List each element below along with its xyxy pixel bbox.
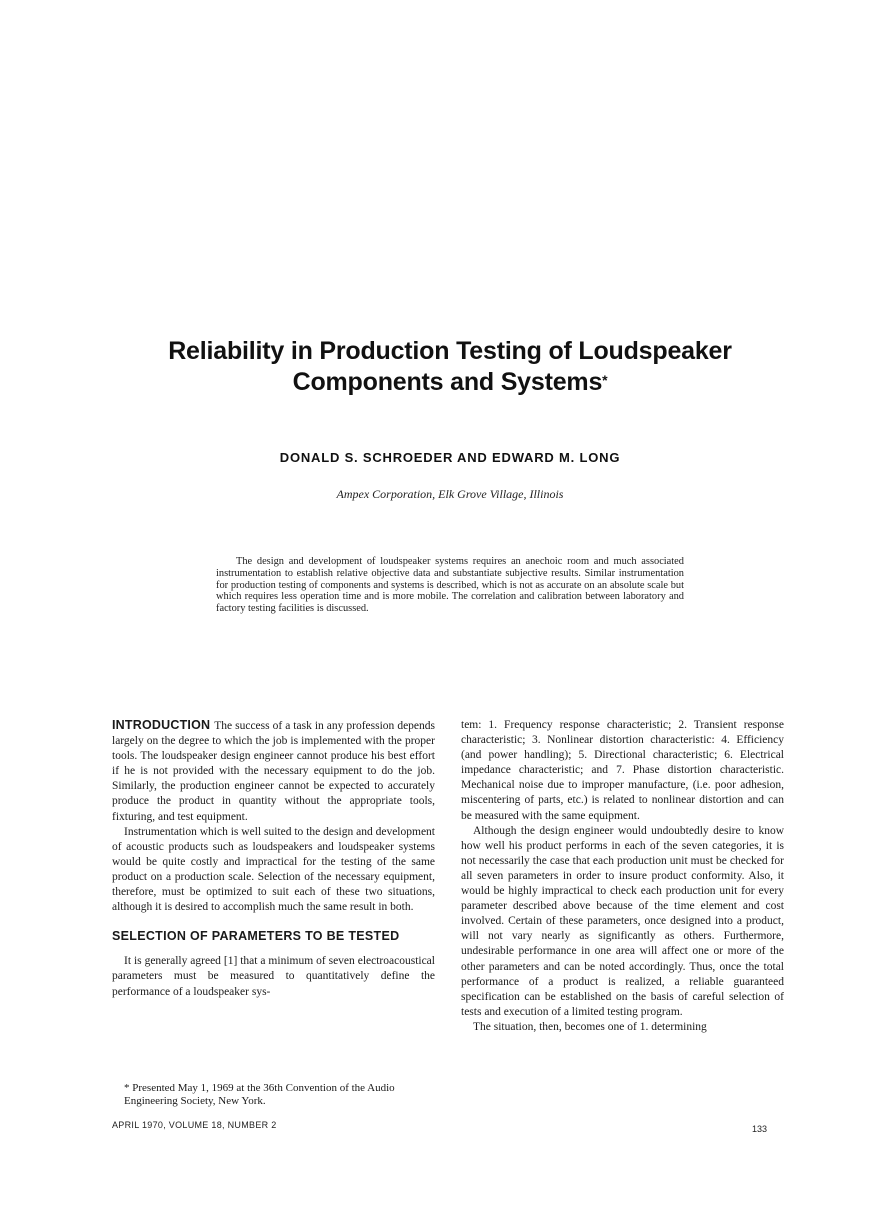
author-affiliation: Ampex Corporation, Elk Grove Village, Illinois	[336, 487, 564, 501]
right-paragraph-2: Although the design engineer would undoubtedly desire to know how well his product performs in each of the seven categories, it is not necessarily the case that each production unit must be checked for all seven parameters in order to insure product conformity. Also, it would be highly impractical to check each production unit for every parameter described above because of the time element and cost involved. Certain of these parameters, once designed into a product, will not vary nearly as significantly as others. Furthermore, undesirable performance in one area will affect one or more of the other parameters and can be noted accordingly. Thus, once the total performance of a product is realized, a reliable guaranteed specification can be established on the basis of careful selection of tests and execution of a limited testing program.	[461, 824, 784, 1018]
paper-title	[140, 336, 760, 398]
title-text: Reliability in Production Testing of Loudspeaker Components and Systems	[168, 337, 732, 396]
page-number: 133	[752, 1124, 768, 1134]
author-list: DONALD S. SCHROEDER AND EDWARD M. LONG	[279, 450, 621, 465]
introduction-paragraph-1-text: The success of a task in any profession depends largely on the degree to which the job is implemented with the proper tools. The loudspeaker design engineer cannot produce his best effort if he is not provided with the necessary equipment to do the job. Similarly, the production engineer cannot be expected to accurately produce the product in quantity without the appropriate tools, fixturing, and test equipment.	[112, 720, 435, 823]
parameters-paragraph-1: It is generally agreed [1] that a minimum of seven electroacoustical parameters must be measured to quantitatively define the performance of a loudspeaker sys-	[112, 955, 435, 998]
abstract: The design and development of loudspeaker systems requires an anechoic room and much associated instrumentation to establish relative objective data and substantiate subjective results. Similar instrumentation for production testing of components and systems is described, which is not as accurate on an absolute scale but which requires less operation time and is more mobile. The correlation and calibration between laboratory and factory testing facilities is discussed.	[216, 556, 684, 615]
right-column	[461, 718, 784, 1035]
journal-issue-line: APRIL 1970, VOLUME 18, NUMBER 2	[112, 1120, 277, 1130]
introduction-heading: INTRODUCTION	[112, 718, 211, 732]
introduction-paragraph-2: Instrumentation which is well suited to the design and development of acoustic products such as loudspeakers and loudspeaker systems would be quite costly and impractical for the testing of the same product on a production scale. Selection of the necessary equipment, therefore, must be optimized to suit each of these two situations, although it is desired to accomplish much the same result in both.	[112, 825, 435, 914]
right-paragraph-1: tem: 1. Frequency response characteristic; 2. Transient response characteristic; 3. Nonlinear distortion characteristic: 4. Efficiency (and power handling); 5. Directional characteristic; 6. Electrical impedance characteristic; and 7. Phase distortion characteristic. Mechanical noise due to improper manufacture, (i.e. poor adhesion, miscentering of parts, etc.) is related to nonlinear distortion and can be measured with the same equipment.	[461, 719, 784, 822]
footnote: * Presented May 1, 1969 at the 36th Convention of the Audio Engineering Society, New York.	[124, 1082, 395, 1107]
title-footnote-mark: *	[602, 372, 608, 388]
introduction-paragraph-1	[112, 718, 435, 825]
section-heading-parameters: SELECTION OF PARAMETERS TO BE TESTED	[112, 929, 400, 944]
left-column	[112, 718, 435, 1000]
right-paragraph-3: The situation, then, becomes one of 1. determining	[473, 1020, 707, 1033]
